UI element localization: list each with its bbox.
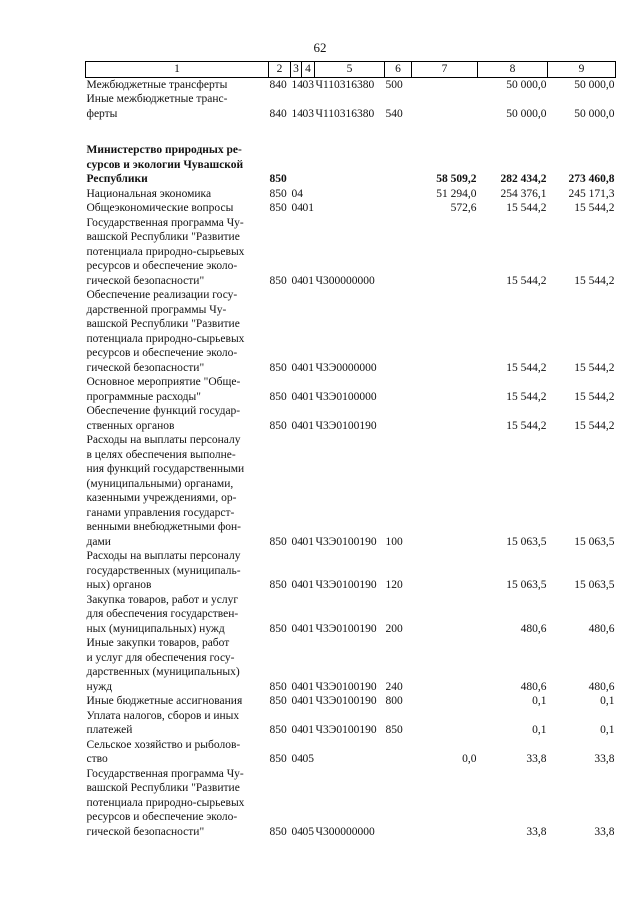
cell-vr	[385, 216, 412, 289]
table-row	[86, 288, 616, 375]
cell-vr	[385, 187, 412, 202]
cell-c7	[412, 709, 478, 738]
cell-c8: 0,1	[532, 724, 547, 736]
cell-csr: Ч110316380	[315, 78, 375, 91]
cell-pr: 01	[302, 361, 314, 374]
name-line: для обеспечения государствен-	[86, 608, 239, 620]
cell-c8: 480,6	[520, 622, 547, 635]
col-header: 2	[269, 62, 291, 78]
name-line: Расходы на выплаты персоналу	[86, 434, 241, 446]
name-line: сурсов и экологии Чувашской	[86, 158, 244, 171]
cell-vr: 850	[385, 724, 403, 736]
col-header: 7	[412, 62, 478, 78]
cell-c9: 15 063,5	[574, 535, 615, 548]
name-line: ресурсов и обеспечение эколо-	[86, 260, 238, 272]
name-line: ство	[86, 753, 108, 765]
cell-csr	[315, 738, 385, 767]
cell-c7	[412, 636, 478, 694]
cell-ved: 850	[269, 361, 287, 374]
cell-csr	[315, 201, 385, 216]
name-line: потенциала природно-сырьевых	[86, 332, 245, 345]
cell-rz: 14	[291, 78, 303, 91]
cell-name	[86, 694, 269, 709]
cell-vr	[385, 375, 412, 404]
cell-c7	[412, 593, 478, 637]
cell-c8: 15 544,2	[506, 361, 547, 374]
cell-name	[86, 375, 269, 404]
cell-ved: 850	[269, 622, 287, 635]
table-row	[86, 375, 616, 404]
cell-c7: 572,6	[450, 202, 477, 214]
cell-c8: 15 544,2	[506, 419, 547, 432]
cell-c7	[412, 77, 478, 92]
cell-pr	[302, 143, 315, 187]
col-header: 1	[86, 62, 269, 78]
cell-pr: 03	[302, 78, 314, 91]
col-header: 4	[302, 62, 315, 78]
cell-ved: 850	[269, 390, 287, 403]
name-line: Государственная программа Чу-	[86, 767, 244, 780]
cell-rz: 04	[291, 535, 303, 548]
cell-vr	[385, 201, 412, 216]
cell-c9: 33,8	[594, 753, 615, 765]
name-line: ственных органов	[86, 419, 175, 432]
cell-c9: 15 544,2	[574, 419, 615, 432]
table-row	[86, 216, 616, 289]
cell-rz: 04	[291, 419, 303, 432]
cell-ved: 850	[269, 680, 287, 693]
name-line: Сельское хозяйство и рыболов-	[86, 738, 241, 751]
cell-csr: Ч300000000	[315, 825, 375, 838]
name-line: казенными учреждениями, ор-	[86, 492, 237, 504]
name-line: и услуг для обеспечения госу-	[86, 651, 235, 664]
name-line: ния функций государственными	[86, 463, 245, 475]
cell-c7: 0,0	[462, 753, 477, 765]
table-body	[86, 77, 616, 839]
name-line: ных (муниципальных) нужд	[86, 622, 225, 635]
name-line: венными внебюджетными фон-	[86, 521, 242, 533]
cell-ved: 850	[269, 202, 287, 214]
name-line: дарственной программы Чу-	[86, 303, 227, 316]
cell-vr: 100	[385, 535, 403, 548]
cell-c7	[412, 549, 478, 593]
name-line: Закупка товаров, работ и услуг	[86, 593, 239, 606]
cell-vr: 540	[385, 107, 403, 120]
name-line: потенциала природно-сырьевых	[86, 796, 245, 809]
cell-c7	[412, 433, 478, 549]
cell-ved: 850	[269, 825, 287, 838]
cell-ved: 850	[269, 724, 287, 736]
cell-c7	[412, 92, 478, 121]
cell-rz: 04	[291, 695, 303, 707]
cell-vr	[385, 738, 412, 767]
cell-c9: 480,6	[588, 680, 615, 693]
cell-c8: 15 063,5	[506, 535, 547, 548]
col-header: 6	[385, 62, 412, 78]
cell-ved: 850	[269, 274, 287, 287]
table-row	[86, 433, 616, 549]
cell-ved: 850	[269, 579, 287, 591]
name-line: Уплата налогов, сборов и иных	[86, 709, 240, 722]
name-line: Межбюджетные трансферты	[86, 78, 228, 91]
spacer-cell	[86, 121, 616, 143]
name-line: потенциала природно-сырьевых	[86, 245, 245, 258]
cell-rz: 04	[291, 753, 303, 765]
cell-name	[86, 709, 269, 738]
cell-c9: 273 460,8	[568, 173, 615, 185]
cell-c8: 33,8	[526, 753, 547, 765]
name-line: нужд	[86, 680, 113, 693]
table-row	[86, 636, 616, 694]
budget-table	[85, 61, 616, 839]
cell-rz: 04	[291, 187, 303, 200]
table-header-row	[86, 62, 616, 78]
cell-c8: 50 000,0	[506, 107, 547, 120]
cell-vr	[385, 288, 412, 375]
cell-c8: 15 063,5	[506, 579, 547, 591]
name-line: Иные межбюджетные транс-	[86, 93, 228, 105]
cell-c9: 15 544,2	[574, 390, 615, 403]
table-row	[86, 549, 616, 593]
table-row	[86, 201, 616, 216]
cell-pr: 01	[302, 622, 314, 635]
cell-ved: 850	[269, 695, 287, 707]
cell-c9: 50 000,0	[574, 107, 615, 120]
cell-c9: 15 544,2	[574, 202, 615, 214]
table-row	[86, 709, 616, 738]
cell-csr: Ч3Э0100190	[315, 622, 377, 635]
cell-csr	[315, 143, 385, 187]
col-header: 9	[548, 62, 616, 78]
cell-c9: 50 000,0	[574, 78, 615, 91]
page-number: 62	[313, 40, 327, 55]
name-line: ных) органов	[86, 579, 152, 591]
cell-c7: 58 509,2	[436, 173, 477, 185]
cell-csr	[315, 187, 385, 202]
name-line: Общеэкономические вопросы	[86, 202, 234, 214]
name-line: ресурсов и обеспечение эколо-	[86, 347, 238, 359]
cell-rz: 04	[291, 724, 303, 736]
cell-ved: 840	[269, 107, 287, 120]
spacer-row	[86, 121, 616, 143]
cell-name	[86, 216, 269, 289]
cell-c9: 33,8	[594, 825, 615, 838]
name-line: Министерство природных ре-	[86, 144, 242, 156]
name-line: ферты	[86, 107, 118, 120]
name-line: гической безопасности"	[86, 361, 205, 374]
cell-csr: Ч3Э0100190	[315, 535, 377, 548]
cell-vr	[385, 143, 412, 187]
cell-c8: 254 376,1	[500, 187, 547, 200]
cell-pr: 01	[302, 680, 314, 693]
name-line: Республики	[86, 173, 148, 185]
name-line: Расходы на выплаты персоналу	[86, 550, 241, 562]
cell-c8: 15 544,2	[506, 202, 547, 214]
name-line: Национальная экономика	[86, 187, 212, 200]
cell-ved: 850	[269, 535, 287, 548]
table-row	[86, 143, 616, 187]
cell-name	[86, 404, 269, 433]
cell-name	[86, 433, 269, 549]
cell-name	[86, 187, 269, 202]
cell-c8: 50 000,0	[506, 78, 547, 91]
cell-vr	[385, 404, 412, 433]
cell-pr: 05	[302, 753, 314, 765]
cell-c7	[412, 288, 478, 375]
table-row	[86, 738, 616, 767]
name-line: государственных (муниципаль-	[86, 564, 241, 577]
table-row	[86, 694, 616, 709]
name-line: Иные закупки товаров, работ	[86, 637, 230, 649]
name-line: в целях обеспечения выполне-	[86, 448, 236, 461]
cell-name	[86, 288, 269, 375]
cell-pr: 01	[302, 419, 314, 432]
table-row	[86, 767, 616, 840]
cell-vr	[385, 767, 412, 840]
cell-c7: 51 294,0	[436, 187, 477, 200]
cell-c8: 15 544,2	[506, 274, 547, 287]
cell-c7	[412, 404, 478, 433]
cell-pr: 01	[302, 724, 314, 736]
cell-c8: 15 544,2	[506, 390, 547, 403]
name-line: вашской Республики "Развитие	[86, 231, 240, 243]
table-row	[86, 593, 616, 637]
name-line: (муниципальными) органами,	[86, 477, 234, 490]
cell-c8: 480,6	[520, 680, 547, 693]
name-line: Обеспечение функций государ-	[86, 405, 241, 417]
cell-c9: 0,1	[600, 695, 615, 707]
cell-csr: Ч3Э0100190	[315, 695, 377, 707]
cell-name	[86, 636, 269, 694]
cell-ved: 840	[269, 78, 287, 91]
cell-ved: 850	[269, 173, 287, 185]
cell-pr: 01	[302, 274, 314, 287]
cell-rz: 04	[291, 202, 303, 214]
cell-c9: 0,1	[600, 724, 615, 736]
cell-pr: 01	[302, 695, 314, 707]
col-header: 8	[478, 62, 548, 78]
col-header: 3	[291, 62, 302, 78]
cell-c9: 15 544,2	[574, 361, 615, 374]
name-line: программные расходы"	[86, 390, 201, 403]
name-line: Иные бюджетные ассигнования	[86, 695, 243, 707]
name-line: ресурсов и обеспечение эколо-	[86, 811, 238, 823]
name-line: ганами управления государст-	[86, 506, 235, 519]
cell-rz: 04	[291, 825, 303, 838]
cell-csr: Ч3Э0000000	[315, 361, 377, 374]
table-row	[86, 77, 616, 92]
name-line: гической безопасности"	[86, 825, 205, 838]
cell-vr: 200	[385, 622, 403, 635]
cell-name	[86, 738, 269, 767]
cell-c7	[412, 216, 478, 289]
cell-c9: 15 063,5	[574, 579, 615, 591]
cell-pr: 03	[302, 107, 314, 120]
name-line: дарственных (муниципальных)	[86, 666, 240, 678]
cell-pr: 01	[302, 390, 314, 403]
cell-pr	[302, 187, 315, 202]
cell-pr: 01	[302, 202, 314, 214]
cell-name	[86, 92, 269, 121]
cell-rz: 04	[291, 680, 303, 693]
name-line: дами	[86, 535, 111, 548]
cell-pr: 01	[302, 579, 314, 591]
col-header: 5	[315, 62, 385, 78]
cell-csr: Ч3Э0100000	[315, 390, 377, 403]
cell-name	[86, 767, 269, 840]
cell-ved: 850	[269, 419, 287, 432]
name-line: Обеспечение реализации госу-	[86, 289, 238, 301]
cell-c7	[412, 694, 478, 709]
name-line: вашской Республики "Развитие	[86, 782, 240, 794]
cell-rz: 04	[291, 361, 303, 374]
cell-c8: 0,1	[532, 695, 547, 707]
cell-name	[86, 549, 269, 593]
cell-c8: 282 434,2	[500, 173, 547, 185]
cell-c9: 480,6	[588, 622, 615, 635]
cell-csr: Ч3Э0100190	[315, 579, 377, 591]
cell-c9: 245 171,3	[568, 187, 615, 200]
cell-c8: 33,8	[526, 825, 547, 838]
table-row	[86, 404, 616, 433]
cell-ved: 850	[269, 753, 287, 765]
table-row	[86, 187, 616, 202]
cell-c9: 15 544,2	[574, 274, 615, 287]
cell-c7	[412, 375, 478, 404]
cell-rz: 04	[291, 274, 303, 287]
name-line: гической безопасности"	[86, 274, 205, 287]
cell-rz: 04	[291, 390, 303, 403]
cell-csr: Ч300000000	[315, 274, 375, 287]
cell-csr: Ч3Э0100190	[315, 680, 377, 693]
cell-vr: 500	[385, 78, 403, 91]
cell-ved: 850	[269, 187, 287, 200]
cell-csr: Ч110316380	[315, 107, 375, 120]
cell-name	[86, 143, 269, 187]
name-line: вашской Республики "Развитие	[86, 318, 240, 330]
cell-rz: 04	[291, 622, 303, 635]
name-line: Государственная программа Чу-	[86, 216, 244, 229]
cell-name	[86, 593, 269, 637]
name-line: Основное мероприятие "Обще-	[86, 376, 241, 388]
cell-rz	[291, 143, 302, 187]
cell-rz: 04	[291, 579, 303, 591]
cell-name	[86, 201, 269, 216]
table-row	[86, 92, 616, 121]
cell-pr: 05	[302, 825, 314, 838]
cell-pr: 01	[302, 535, 314, 548]
cell-vr: 800	[385, 695, 403, 707]
cell-vr: 240	[385, 680, 403, 693]
cell-c7	[412, 767, 478, 840]
cell-csr: Ч3Э0100190	[315, 724, 377, 736]
name-line: платежей	[86, 724, 133, 736]
cell-name	[86, 77, 269, 92]
cell-vr: 120	[385, 579, 403, 591]
cell-csr: Ч3Э0100190	[315, 419, 377, 432]
cell-rz: 14	[291, 107, 303, 120]
